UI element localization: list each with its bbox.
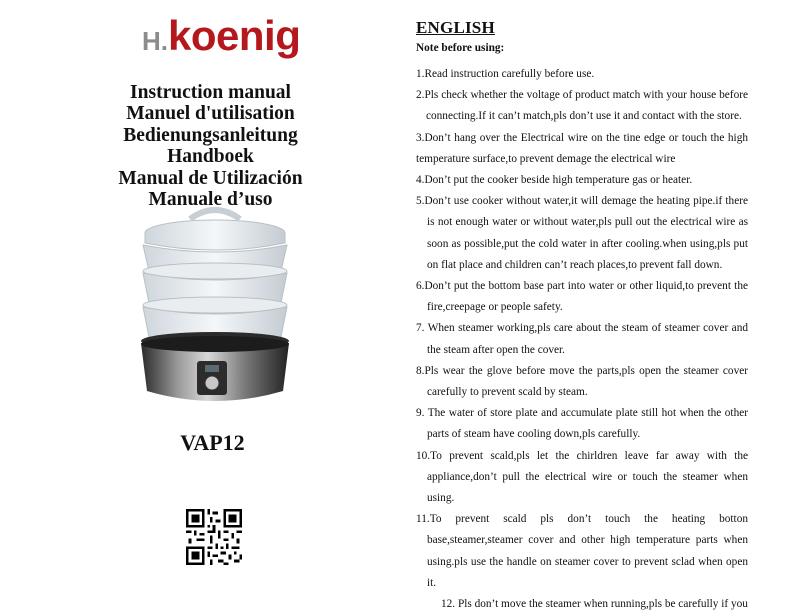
title-spanish: Manual de Utilización xyxy=(118,167,303,189)
list-item: 4.Don’t put the cooker beside high temperature gas or heater. xyxy=(416,174,693,187)
list-item: 8.Pls wear the glove before move the parts,pls open the steamer cover carefully to prevent scald by steam. xyxy=(416,364,748,399)
list-item: 12. Pls don’t move the steamer when running,pls be carefully if you xyxy=(441,598,748,611)
list-item: 6.Don’t put the bottom base part into water or other liquid,to prevent the fire,creepage or people safety. xyxy=(416,280,748,314)
title-english: Instruction manual xyxy=(130,82,291,103)
list-item: 9. The water of store plate and accumulate plate still hot when the other parts of steam have cooling down,pls carefully. xyxy=(416,407,748,441)
list-item: 7. When steamer working,pls care about the steam of steamer cover and the steam after open the cover. xyxy=(416,322,748,356)
brand-prefix: H. xyxy=(142,26,168,56)
language-heading: ENGLISH xyxy=(416,18,495,37)
title-french: Manuel d'utilisation xyxy=(126,103,295,125)
note-heading: Note before using: xyxy=(416,42,505,54)
model-number: VAP12 xyxy=(180,430,245,455)
instructions-page xyxy=(416,18,748,615)
cover-page xyxy=(0,0,425,582)
qr-code-icon xyxy=(186,509,242,565)
title-german: Bedienungsanleitung xyxy=(123,124,298,146)
list-item: 2.Pls check whether the voltage of product match with your house before connecting.If it can’t match,pls don’t use it and contact with the store. xyxy=(416,89,748,123)
title-italian: Manuale d’uso xyxy=(148,189,273,211)
food-steamer-image xyxy=(135,205,295,415)
brand-name: koenig xyxy=(168,12,301,59)
list-item: 10.To prevent scald,pls let the chirldren leave far away with the appliance,don’t pull the electrical wire or touch the steamer when using. xyxy=(416,449,748,505)
list-item: 3.Don’t hang over the Electrical wire on the tine edge or touch the high temperature surface,to prevent demage the electrical wire xyxy=(416,131,748,165)
title-dutch: Handboek xyxy=(167,146,254,168)
brand-logo xyxy=(142,12,300,62)
list-item: 5.Don’t use cooker without water,it will demage the heating pipe.if there is not enough water or without water,pls pull out the electrical wire as soon as possible,put the cold water in after cooling.when using,pls put on flat place and children can’t reach places,to prevent fall down. xyxy=(416,195,748,271)
list-item: 1.Read instruction carefully before use. xyxy=(416,68,595,80)
manual-titles xyxy=(0,82,425,210)
list-item: 11.To prevent scald pls don’t touch the heating botton base,steamer,steamer cover and other high temperature parts when using.pls use the handle on steamer cover to prevent sclad when open it. xyxy=(416,513,748,589)
safety-instructions-list xyxy=(416,64,748,615)
